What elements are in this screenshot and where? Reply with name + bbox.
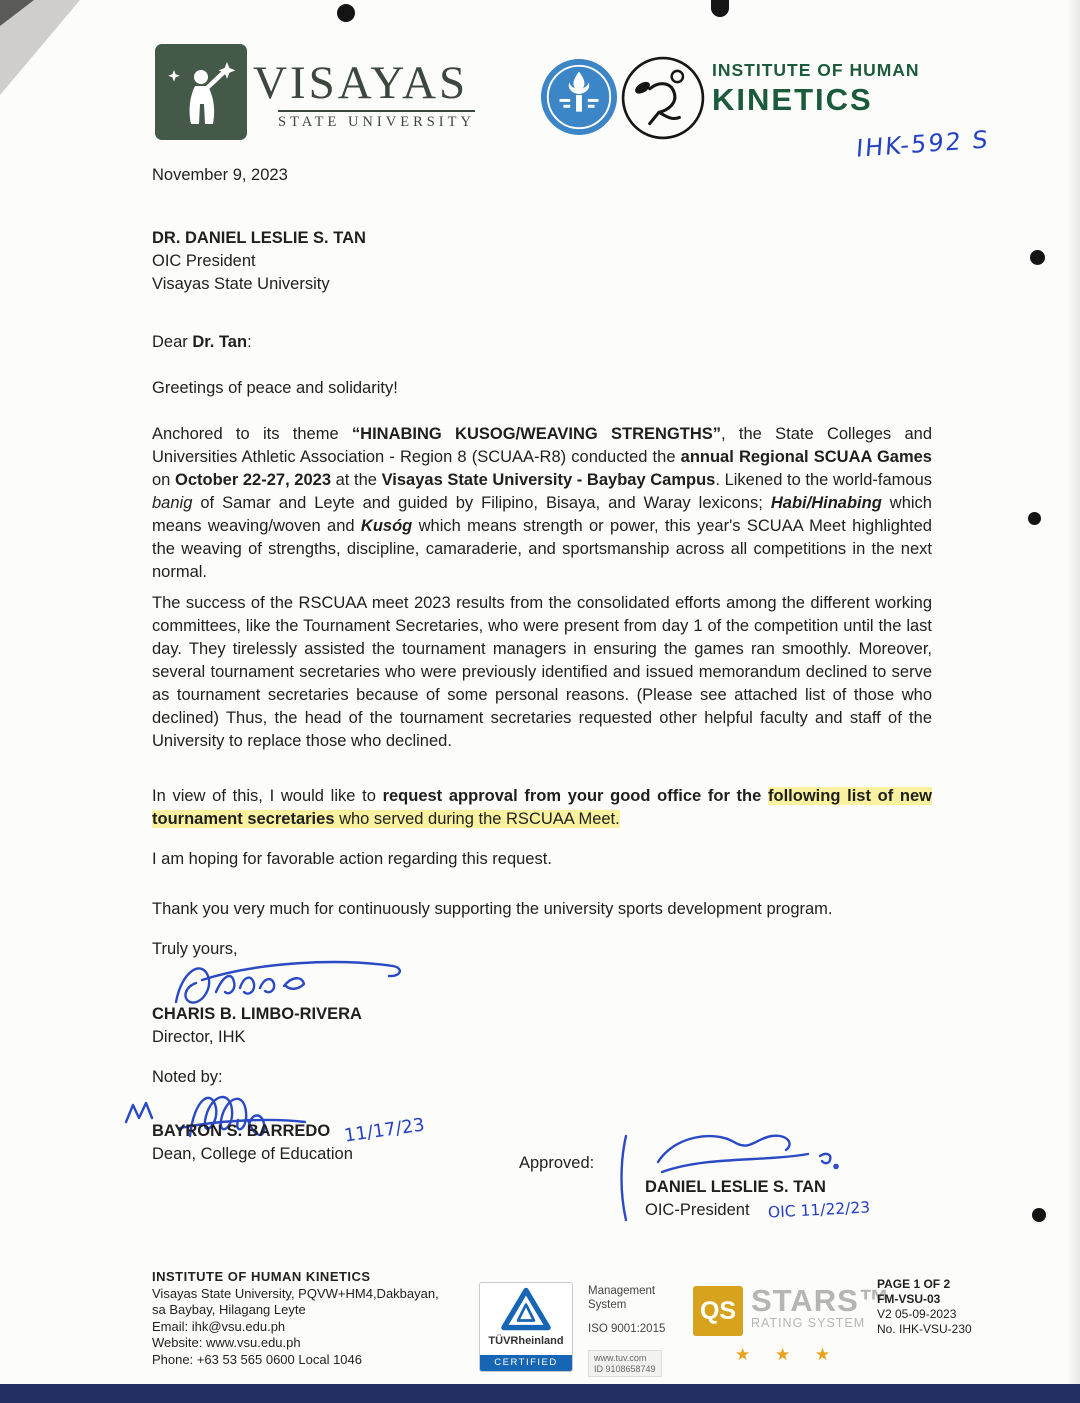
tuv-management-system	[588, 1284, 665, 1336]
footer-navy-bar	[0, 1384, 1080, 1403]
charis-title: Director, IHK	[152, 1028, 246, 1046]
qs-logo-icon: QS	[693, 1286, 743, 1336]
paragraph-4: I am hoping for favorable action regarding this request.	[152, 850, 552, 868]
tan-title: OIC-President	[645, 1201, 750, 1219]
tuv-certified-label: CERTIFIED	[480, 1355, 572, 1371]
punch-hole	[337, 4, 355, 22]
recipient-title: OIC President	[152, 252, 256, 270]
recipient-org: Visayas State University	[152, 275, 330, 293]
footer-email: Email: ihk@vsu.edu.ph	[152, 1318, 286, 1334]
punch-hole	[711, 0, 729, 17]
footer-address-1: Visayas State University, PQVW+HM4,Dakbayan,	[152, 1285, 439, 1301]
letter-date: November 9, 2023	[152, 166, 288, 184]
vsu-wordmark-subtitle: STATE UNIVERSITY	[278, 110, 475, 131]
footer-phone: Phone: +63 53 565 0600 Local 1046	[152, 1351, 362, 1367]
paragraph-2: The success of the RSCUAA meet 2023 results from the consolidated efforts among the different working committees, like the Tournament Secretaries, who were present from day 1 of the competition until the last day. They tirelessly assisted the tournament managers in ensuring the games ran smoothly. Moreover, several tournament secretaries who were previously identified and issued memorandum declined to serve as tournament secretaries because of some personal reasons. (Please see attached list of those who declined) Thus, the head of the tournament secretaries requested other helpful faculty and staff of the University to replace those who declined.	[152, 594, 932, 750]
recipient-block	[152, 227, 932, 296]
tuv-iso-label: ISO 9001:2015	[588, 1323, 666, 1335]
tan-block	[645, 1176, 1065, 1222]
footer-contact-block	[152, 1269, 439, 1368]
tuv-system-line1: Management	[588, 1285, 656, 1297]
tuv-triangle-icon	[497, 1286, 555, 1332]
scan-smudge	[0, 0, 34, 26]
vsu-wordmark: VISAYAS	[253, 57, 469, 109]
tuv-url-block	[588, 1350, 662, 1377]
qs-rating-system-label: RATING SYSTEM	[751, 1316, 866, 1330]
paragraph-1: Anchored to its theme “HINABING KUSOG/WEAVING STRENGTHS”, the State Colleges and Universities Athletic Association - Region 8 (SCUAA-R8) conducted the annual Regional SCUAA Games on October 22-27, 2023 at the Visayas State University - Baybay Campus. Likened to the world-famous banig of Samar and Leyte and guided by Filipino, Bisaya, and Waray lexicons; Habi/Hinabing which means weaving/woven and Kusóg which means strength or power, this year's SCUAA Meet highlighted the weaving of strengths, discipline, camaraderie, and sportsmanship across all competitions in the next normal.	[152, 425, 932, 581]
paragraph-5: Thank you very much for continuously supporting the university sports development program.	[152, 900, 833, 918]
vsu-logo-icon	[155, 44, 247, 140]
tan-name: DANIEL LESLIE S. TAN	[645, 1178, 826, 1196]
qs-stars-badge	[693, 1283, 891, 1365]
handwritten-tan-date: OIC 11/22/23	[767, 1198, 871, 1222]
document-number: No. IHK-VSU-230	[877, 1322, 972, 1336]
form-version: V2 05-09-2023	[877, 1307, 957, 1321]
form-code: FM-VSU-03	[877, 1292, 941, 1306]
punch-hole	[1028, 512, 1041, 525]
paragraph-3: In view of this, I would like to request approval from your good office for the following list of new tournament secretaries who served during the RSCUAA Meet.	[152, 787, 933, 828]
scan-edge-shadow	[1066, 0, 1080, 1403]
charis-name: CHARIS B. LIMBO-RIVERA	[152, 1005, 362, 1023]
institute-title-line1: INSTITUTE OF HUMAN	[712, 60, 920, 80]
page-number: PAGE 1 OF 2	[877, 1277, 951, 1291]
approved-label: Approved:	[519, 1154, 595, 1172]
institute-title-line2: KINETICS	[712, 82, 873, 117]
qs-stars-wordmark: STARS™	[751, 1283, 891, 1318]
closing-line: Truly yours,	[152, 940, 238, 958]
footer-page-info	[877, 1277, 972, 1337]
punch-hole	[1030, 250, 1045, 265]
noted-by-label: Noted by:	[152, 1068, 223, 1086]
tuv-brand-text: TÜVRheinland	[488, 1335, 564, 1347]
tuv-system-line2: System	[588, 1299, 627, 1311]
footer-org-name: INSTITUTE OF HUMAN KINETICS	[152, 1269, 371, 1284]
handwritten-ref-number: IHK-592 S	[855, 125, 991, 163]
tuv-url: www.tuv.com	[594, 1353, 647, 1363]
handwritten-bayron-date: 11/17/23	[343, 1114, 427, 1147]
torch-logo-icon	[540, 58, 618, 136]
tuv-certified-badge	[479, 1282, 573, 1372]
bayron-title: Dean, College of Education	[152, 1145, 353, 1163]
discus-thrower-icon	[620, 55, 706, 141]
greeting-line: Greetings of peace and solidarity!	[152, 379, 398, 397]
footer-address-2: sa Baybay, Hilagang Leyte	[152, 1302, 306, 1317]
salutation: Dear Dr. Tan:	[152, 333, 252, 351]
charis-block	[152, 1003, 932, 1049]
bayron-name: BAYRON S. BARREDO	[152, 1122, 331, 1140]
qs-three-stars: ★ ★ ★	[735, 1345, 841, 1364]
tuv-id: ID 9108658749	[594, 1363, 656, 1374]
footer-website: Website: www.vsu.edu.ph	[152, 1335, 301, 1350]
recipient-name: DR. DANIEL LESLIE S. TAN	[152, 229, 366, 247]
